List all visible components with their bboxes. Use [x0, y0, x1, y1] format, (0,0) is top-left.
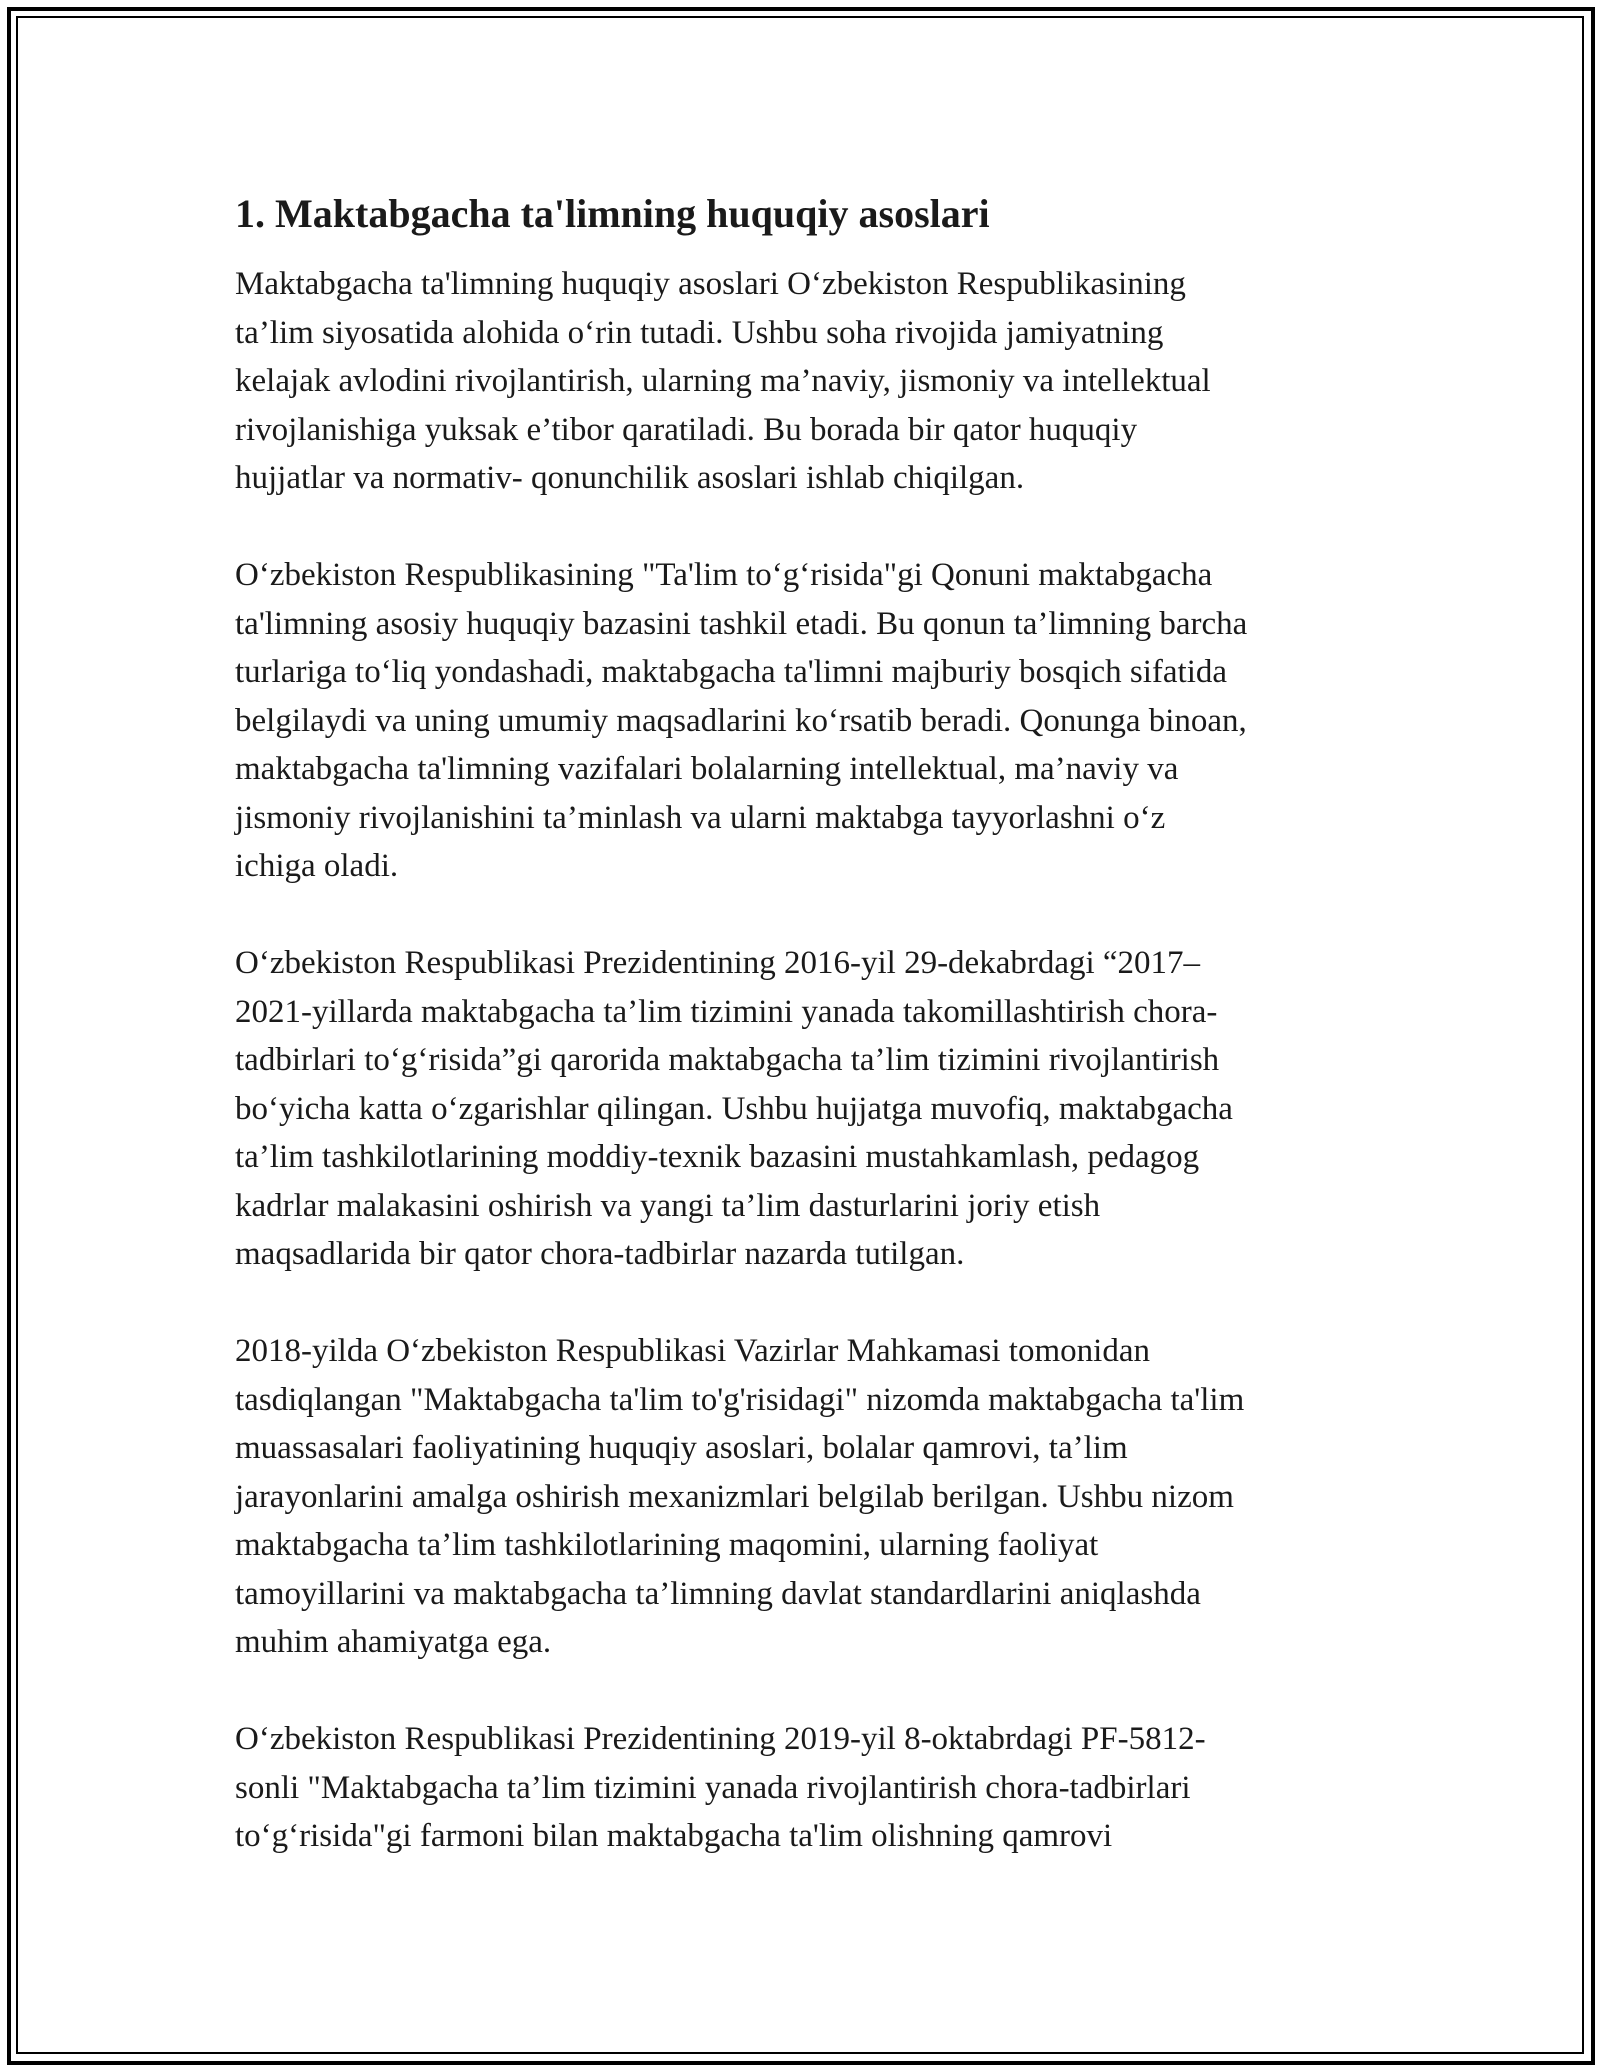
paragraph-line: kadrlar malakasini oshirish va yangi ta’lim dasturlarini joriy etish: [235, 1187, 1101, 1224]
section-heading: 1. Maktabgacha ta'limning huquqiy asoslari: [235, 191, 990, 236]
paragraph-line: jismoniy rivojlanishini ta’minlash va ularni maktabga tayyorlashni o‘z: [235, 799, 1166, 836]
paragraph-line: ichiga oladi.: [235, 848, 399, 884]
paragraph-line: ta’lim siyosatida alohida o‘rin tutadi. Ushbu soha rivojida jamiyatning: [235, 314, 1164, 351]
paragraph-line: 2018-yilda O‘zbekiston Respublikasi Vazirlar Mahkamasi tomonidan: [235, 1333, 1150, 1369]
paragraph-line: Maktabgacha ta'limning huquqiy asoslari O‘zbekiston Respublikasining: [235, 266, 1186, 302]
paragraph-line: kelajak avlodini rivojlantirish, ularning ma’naviy, jismoniy va intellektual: [235, 363, 1211, 399]
paragraph-line: muassasalari faoliyatining huquqiy asoslari, bolalar qamrovi, ta’lim: [235, 1430, 1128, 1466]
paragraph-line: sonli "Maktabgacha ta’lim tizimini yanada rivojlantirish chora-tadbirlari: [235, 1769, 1191, 1806]
paragraph-line: belgilaydi va uning umumiy maqsadlarini ko‘rsatib beradi. Qonunga binoan,: [235, 702, 1247, 739]
paragraph-5: [235, 1715, 1365, 1861]
paragraph-2: [235, 551, 1365, 891]
paragraph-line: tadbirlari to‘g‘risida”gi qarorida maktabgacha ta’lim tizimini rivojlantirish: [235, 1042, 1220, 1078]
paragraph-line: ta’lim tashkilotlarining moddiy-texnik bazasini mustahkamlash, pedagog: [235, 1139, 1200, 1175]
paragraph-line: O‘zbekiston Respublikasining "Ta'lim to‘g‘risida"gi Qonuni maktabgacha: [235, 557, 1213, 593]
paragraph-1: [235, 260, 1365, 503]
paragraph-line: O‘zbekiston Respublikasi Prezidentining 2019-yil 8-oktabrdagi PF-5812-: [235, 1721, 1206, 1757]
paragraph-line: turlariga to‘liq yondashadi, maktabgacha ta'limni majburiy bosqich sifatida: [235, 654, 1228, 690]
paragraph-line: hujjatlar va normativ- qonunchilik asoslari ishlab chiqilgan.: [235, 460, 1025, 496]
document-content: [235, 188, 1365, 1909]
paragraph-line: maqsadlarida bir qator chora-tadbirlar nazarda tutilgan.: [235, 1236, 965, 1272]
paragraph-4: [235, 1327, 1365, 1667]
paragraph-line: rivojlanishiga yuksak e’tibor qaratiladi. Bu borada bir qator huquqiy: [235, 411, 1138, 448]
paragraph-line: bo‘yicha katta o‘zgarishlar qilingan. Ushbu hujjatga muvofiq, maktabgacha: [235, 1090, 1233, 1127]
paragraph-line: tasdiqlangan "Maktabgacha ta'lim to'g'risidagi" nizomda maktabgacha ta'lim: [235, 1381, 1245, 1418]
paragraph-line: ta'limning asosiy huquqiy bazasini tashkil etadi. Bu qonun ta’limning barcha: [235, 605, 1248, 642]
paragraph-3: [235, 939, 1365, 1279]
paragraph-line: muhim ahamiyatga ega.: [235, 1624, 552, 1660]
paragraph-line: maktabgacha ta’lim tashkilotlarining maqomini, ularning faoliyat: [235, 1527, 1099, 1563]
paragraph-line: O‘zbekiston Respublikasi Prezidentining 2016-yil 29-dekabrdagi “2017–: [235, 945, 1201, 981]
paragraph-line: tamoyillarini va maktabgacha ta’limning davlat standardlarini aniqlashda: [235, 1575, 1201, 1612]
paragraph-line: jarayonlarini amalga oshirish mexanizmlari belgilab berilgan. Ushbu nizom: [235, 1478, 1234, 1515]
paragraph-line: maktabgacha ta'limning vazifalari bolalarning intellektual, ma’naviy va: [235, 751, 1179, 787]
paragraph-line: to‘g‘risida"gi farmoni bilan maktabgacha ta'lim olishning qamrovi: [235, 1818, 1113, 1854]
paragraph-line: 2021-yillarda maktabgacha ta’lim tizimini yanada takomillashtirish chora-: [235, 993, 1218, 1030]
